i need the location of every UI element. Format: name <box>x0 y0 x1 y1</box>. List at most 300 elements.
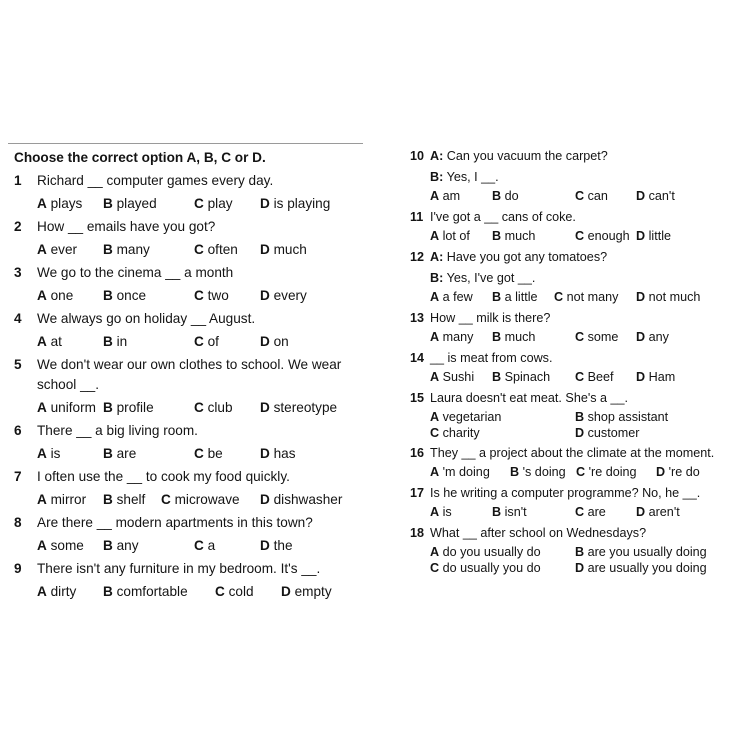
option-letter: B <box>575 410 585 424</box>
option[interactable] <box>492 228 575 245</box>
option-letter: C <box>575 330 585 344</box>
question-10 <box>410 147 740 205</box>
answer-options <box>410 544 740 576</box>
option[interactable] <box>492 369 575 386</box>
question-9 <box>14 559 364 602</box>
option-letter: B <box>103 492 113 507</box>
option-text: many <box>442 330 474 344</box>
option[interactable] <box>656 464 700 481</box>
option-letter: D <box>636 505 646 519</box>
option[interactable] <box>430 329 492 346</box>
option-text: 're do <box>668 465 700 479</box>
question-text: We don't wear our own clothes to school. We wear school __. <box>37 357 342 392</box>
option-text: charity <box>442 426 480 440</box>
option[interactable] <box>103 240 194 260</box>
question-text: How __ milk is there? <box>430 311 551 325</box>
option-letter: A <box>37 334 47 349</box>
option-text: Beef <box>587 370 614 384</box>
option-text: plays <box>50 196 83 211</box>
option[interactable] <box>260 536 293 556</box>
option[interactable] <box>636 289 700 306</box>
option[interactable] <box>194 444 260 464</box>
answer-options <box>14 240 364 260</box>
question-text: I've got a __ cans of coke. <box>430 210 576 224</box>
speaker-label: B: <box>430 170 444 184</box>
option[interactable] <box>430 425 575 441</box>
option[interactable] <box>636 329 669 346</box>
question-number-spacer <box>410 168 430 186</box>
option[interactable] <box>575 329 636 346</box>
answer-options <box>14 444 364 464</box>
option-letter: A <box>37 446 47 461</box>
answer-options <box>410 369 740 386</box>
option[interactable] <box>194 536 260 556</box>
option-text: a little <box>504 290 538 304</box>
option-letter: B <box>492 370 502 384</box>
option-text: every <box>273 288 307 303</box>
option-letter: A <box>37 242 47 257</box>
option-letter: A <box>37 400 47 415</box>
option-text: aren't <box>648 505 680 519</box>
option-letter: B <box>510 465 520 479</box>
option[interactable] <box>636 504 680 521</box>
option-text: at <box>50 334 62 349</box>
option-text: microwave <box>174 492 240 507</box>
option-letter: A <box>37 492 47 507</box>
option-letter: A <box>37 584 47 599</box>
option[interactable] <box>575 228 636 245</box>
option-text: some <box>50 538 84 553</box>
answer-options <box>410 464 740 481</box>
option-letter: C <box>194 446 204 461</box>
option-text: can't <box>648 189 675 203</box>
option[interactable] <box>103 332 194 352</box>
option-letter: D <box>636 189 646 203</box>
option[interactable] <box>37 444 103 464</box>
option-text: once <box>116 288 147 303</box>
option-text: am <box>442 189 461 203</box>
question-number: 3 <box>14 265 22 280</box>
option-text: vegetarian <box>442 410 502 424</box>
option[interactable] <box>260 194 330 214</box>
option-letter: A <box>430 370 440 384</box>
option-text: in <box>116 334 128 349</box>
option[interactable] <box>281 582 332 602</box>
option[interactable] <box>194 398 260 418</box>
option-letter: C <box>575 370 585 384</box>
option-letter: C <box>576 465 586 479</box>
answer-options <box>410 289 740 306</box>
option-letter: C <box>194 242 204 257</box>
option[interactable] <box>103 444 194 464</box>
option-text: isn't <box>504 505 527 519</box>
question-number: 8 <box>14 515 22 530</box>
option[interactable] <box>554 289 636 306</box>
option[interactable] <box>430 504 492 521</box>
answer-options <box>410 504 740 521</box>
question-number: 7 <box>14 469 22 484</box>
option-text: do <box>504 189 519 203</box>
option-text: stereotype <box>273 400 338 415</box>
option[interactable] <box>194 332 260 352</box>
option[interactable] <box>194 194 260 214</box>
question-number: 1 <box>14 173 22 188</box>
option-text: empty <box>294 584 332 599</box>
option-letter: C <box>575 229 585 243</box>
option-letter: B <box>103 196 113 211</box>
answer-options <box>410 228 740 245</box>
option-letter: A <box>430 189 440 203</box>
option[interactable] <box>575 425 725 441</box>
option-letter: C <box>161 492 171 507</box>
option-text: has <box>273 446 296 461</box>
option-letter: C <box>194 400 204 415</box>
option-letter: C <box>430 561 440 575</box>
option-text: are usually you doing <box>587 561 707 575</box>
option-letter: C <box>430 426 440 440</box>
option-letter: A <box>430 545 440 559</box>
option-text: are <box>587 505 606 519</box>
option-letter: C <box>215 584 225 599</box>
question-number-spacer <box>410 269 430 287</box>
option[interactable] <box>215 582 281 602</box>
option[interactable] <box>37 398 103 418</box>
option[interactable] <box>103 398 194 418</box>
option[interactable] <box>430 560 575 576</box>
option[interactable] <box>430 409 575 425</box>
option-text: profile <box>116 400 154 415</box>
option-text: comfortable <box>116 584 188 599</box>
option[interactable] <box>161 490 260 510</box>
question-text: Is he writing a computer programme? No, he __. <box>430 486 701 500</box>
option-letter: A <box>430 229 440 243</box>
option[interactable] <box>636 369 675 386</box>
option[interactable] <box>37 582 103 602</box>
option[interactable] <box>430 369 492 386</box>
option[interactable] <box>37 240 103 260</box>
option-text: much <box>504 229 536 243</box>
question-16 <box>410 444 740 481</box>
question-15 <box>410 389 740 441</box>
option-letter: C <box>575 505 585 519</box>
header-divider <box>8 143 363 144</box>
option-text: many <box>116 242 150 257</box>
option-letter: A <box>37 538 47 553</box>
answer-options <box>410 329 740 346</box>
answer-options <box>14 332 364 352</box>
answer-options <box>14 194 364 214</box>
question-3 <box>14 263 364 306</box>
answer-options <box>14 398 364 418</box>
option-text: one <box>50 288 74 303</box>
option-letter: B <box>103 334 113 349</box>
option[interactable] <box>194 286 260 306</box>
option-text: not much <box>648 290 701 304</box>
speaker-label: B: <box>430 271 444 285</box>
option[interactable] <box>636 228 671 245</box>
option-text: do you usually do <box>442 545 541 559</box>
option-letter: A <box>430 330 440 344</box>
option[interactable] <box>510 464 576 481</box>
question-2 <box>14 217 364 260</box>
left-column <box>14 150 364 602</box>
dialogue-text: Yes, I __. <box>446 170 499 184</box>
option-letter: B <box>103 242 113 257</box>
question-number: 4 <box>14 311 22 326</box>
option-text: some <box>587 330 619 344</box>
right-column <box>410 144 740 576</box>
option-letter: B <box>103 584 113 599</box>
option[interactable] <box>194 240 260 260</box>
option[interactable] <box>260 398 337 418</box>
option[interactable] <box>260 240 307 260</box>
question-text: Richard __ computer games every day. <box>37 173 274 188</box>
option-text: be <box>207 446 223 461</box>
question-number: 2 <box>14 219 22 234</box>
option[interactable] <box>575 409 725 425</box>
question-number: 6 <box>14 423 22 438</box>
question-12 <box>410 248 740 306</box>
option[interactable] <box>575 188 636 205</box>
question-17 <box>410 484 740 521</box>
option-text: Sushi <box>442 370 475 384</box>
dialogue-line <box>430 147 740 165</box>
option-text: lot of <box>442 229 470 243</box>
option-letter: A <box>430 290 440 304</box>
option-letter: D <box>281 584 291 599</box>
option[interactable] <box>37 332 103 352</box>
question-text: They __ a project about the climate at the moment. <box>430 446 715 460</box>
answer-options <box>410 188 740 205</box>
question-4 <box>14 309 364 352</box>
option-text: do usually you do <box>442 561 541 575</box>
option-text: not many <box>566 290 619 304</box>
option-letter: D <box>575 561 585 575</box>
option[interactable] <box>492 289 554 306</box>
answer-options <box>14 536 364 556</box>
option[interactable] <box>37 536 103 556</box>
option[interactable] <box>576 464 656 481</box>
question-number: 12 <box>410 250 425 264</box>
option[interactable] <box>37 286 103 306</box>
dialogue-text: Can you vacuum the carpet? <box>446 149 608 163</box>
option[interactable] <box>636 188 675 205</box>
option-text: shop assistant <box>587 410 669 424</box>
option-text: any <box>648 330 669 344</box>
answer-options <box>14 490 364 510</box>
question-text: Are there __ modern apartments in this town? <box>37 515 313 530</box>
option-text: club <box>207 400 233 415</box>
question-1 <box>14 171 364 214</box>
option-letter: B <box>492 505 502 519</box>
question-18 <box>410 524 740 576</box>
option-text: dishwasher <box>273 492 343 507</box>
option-letter: D <box>575 426 585 440</box>
question-text: What __ after school on Wednesdays? <box>430 526 647 540</box>
option-text: are <box>116 446 137 461</box>
option-letter: A <box>430 410 440 424</box>
dialogue-text: Yes, I've got __. <box>446 271 536 285</box>
option-letter: C <box>575 189 585 203</box>
answer-options <box>14 286 364 306</box>
option[interactable] <box>260 286 307 306</box>
question-5 <box>14 355 364 418</box>
question-6 <box>14 421 364 464</box>
question-number: 13 <box>410 311 425 325</box>
option[interactable] <box>103 582 215 602</box>
option-letter: B <box>103 400 113 415</box>
option-text: any <box>116 538 139 553</box>
option[interactable] <box>37 490 103 510</box>
option[interactable] <box>430 228 492 245</box>
option[interactable] <box>575 560 725 576</box>
question-number: 15 <box>410 391 425 405</box>
option-text: 's doing <box>522 465 566 479</box>
option-text: Spinach <box>504 370 551 384</box>
option[interactable] <box>260 444 296 464</box>
option-text: the <box>273 538 293 553</box>
option-text: a <box>207 538 216 553</box>
option-text: enough <box>587 229 630 243</box>
option[interactable] <box>103 286 194 306</box>
option-text: uniform <box>50 400 96 415</box>
option-text: of <box>207 334 219 349</box>
option-letter: B <box>492 330 502 344</box>
option[interactable] <box>492 188 575 205</box>
option-text: is <box>442 505 452 519</box>
option[interactable] <box>260 332 289 352</box>
option-letter: D <box>260 242 270 257</box>
option-text: played <box>116 196 157 211</box>
option-text: a few <box>442 290 473 304</box>
option-text: ever <box>50 242 78 257</box>
option[interactable] <box>575 544 725 560</box>
option-letter: B <box>492 229 502 243</box>
option-text: is playing <box>273 196 331 211</box>
option-letter: C <box>194 288 204 303</box>
option-letter: A <box>37 288 47 303</box>
option-letter: D <box>636 370 646 384</box>
dialogue-text: Have you got any tomatoes? <box>446 250 608 264</box>
option-letter: D <box>260 334 270 349</box>
question-number: 17 <box>410 486 425 500</box>
option-letter: D <box>260 196 270 211</box>
option-letter: D <box>260 538 270 553</box>
option-letter: B <box>103 288 113 303</box>
option[interactable] <box>103 536 194 556</box>
option-letter: D <box>260 288 270 303</box>
question-text: How __ emails have you got? <box>37 219 216 234</box>
option-letter: C <box>554 290 564 304</box>
option-letter: B <box>492 290 502 304</box>
question-number: 18 <box>410 526 425 540</box>
option-letter: D <box>636 330 646 344</box>
answer-options <box>14 582 364 602</box>
question-text: There isn't any furniture in my bedroom. It's __. <box>37 561 321 576</box>
question-14 <box>410 349 740 386</box>
option[interactable] <box>430 464 510 481</box>
dialogue-line <box>430 168 740 186</box>
option-text: shelf <box>116 492 146 507</box>
question-number: 9 <box>14 561 22 576</box>
instructions-title: Choose the correct option A, B, C or D. <box>14 150 266 165</box>
option[interactable] <box>575 504 636 521</box>
question-text: Laura doesn't eat meat. She's a __. <box>430 391 629 405</box>
option-letter: D <box>260 492 270 507</box>
option-text: mirror <box>50 492 87 507</box>
question-text: We always go on holiday __ August. <box>37 311 256 326</box>
option-text: are you usually doing <box>587 545 707 559</box>
question-number: 10 <box>410 149 425 163</box>
option-letter: B <box>103 446 113 461</box>
speaker-label: A: <box>430 250 444 264</box>
option-letter: B <box>492 189 502 203</box>
option[interactable] <box>492 504 575 521</box>
dialogue-line <box>430 269 740 287</box>
option-text: much <box>504 330 536 344</box>
option-text: customer <box>587 426 640 440</box>
answer-options <box>410 409 740 441</box>
option[interactable] <box>492 329 575 346</box>
option-letter: B <box>103 538 113 553</box>
option-letter: D <box>656 465 666 479</box>
question-text: I often use the __ to cook my food quickly. <box>37 469 290 484</box>
option-text: two <box>207 288 229 303</box>
option-text: dirty <box>50 584 77 599</box>
option-text: 're doing <box>588 465 637 479</box>
option-letter: C <box>194 538 204 553</box>
option[interactable] <box>575 369 636 386</box>
option-text: Ham <box>648 370 676 384</box>
question-text: There __ a big living room. <box>37 423 198 438</box>
option-text: 'm doing <box>442 465 490 479</box>
option-letter: A <box>37 196 47 211</box>
question-number: 5 <box>14 357 22 372</box>
option-text: often <box>207 242 238 257</box>
option-text: cold <box>228 584 254 599</box>
question-13 <box>410 309 740 346</box>
option-letter: C <box>194 196 204 211</box>
question-11 <box>410 208 740 245</box>
option-text: much <box>273 242 307 257</box>
option[interactable] <box>430 188 492 205</box>
option[interactable] <box>260 490 342 510</box>
dialogue-line <box>430 248 740 266</box>
option-letter: A <box>430 505 440 519</box>
option[interactable] <box>37 194 103 214</box>
question-7 <box>14 467 364 510</box>
question-text: __ is meat from cows. <box>430 351 553 365</box>
option-text: can <box>587 189 608 203</box>
option[interactable] <box>103 194 194 214</box>
option[interactable] <box>430 544 575 560</box>
question-number: 11 <box>410 210 424 224</box>
option-letter: D <box>636 229 646 243</box>
question-text: We go to the cinema __ a month <box>37 265 234 280</box>
question-8 <box>14 513 364 556</box>
option-text: on <box>273 334 289 349</box>
option-letter: D <box>260 400 270 415</box>
option-text: play <box>207 196 233 211</box>
option-letter: A <box>430 465 440 479</box>
question-number: 14 <box>410 351 425 365</box>
option[interactable] <box>103 490 161 510</box>
option-letter: B <box>575 545 585 559</box>
question-number: 16 <box>410 446 425 460</box>
option-text: little <box>648 229 672 243</box>
option-letter: D <box>636 290 646 304</box>
option[interactable] <box>430 289 492 306</box>
